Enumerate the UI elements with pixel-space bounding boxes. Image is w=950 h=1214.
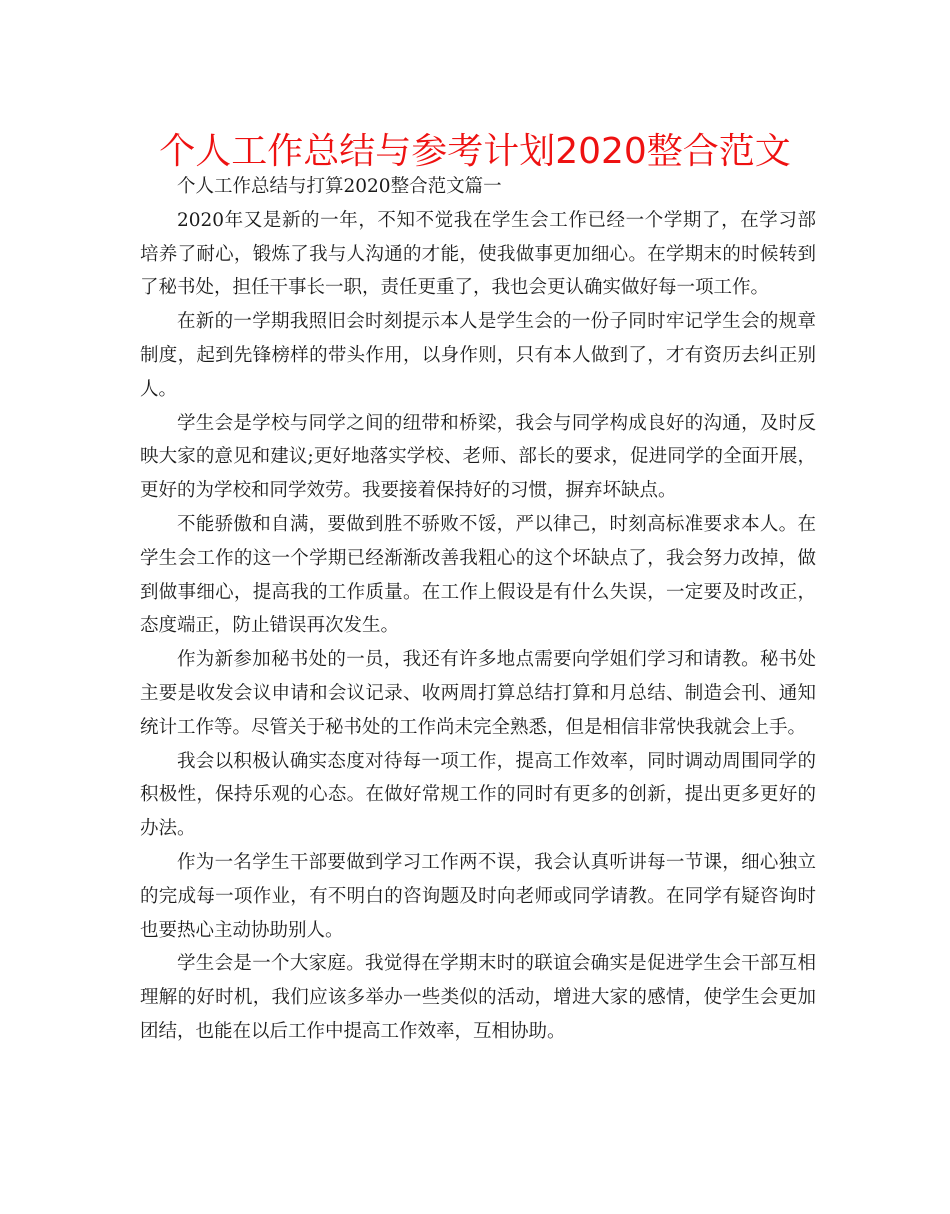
paragraph: 学生会是学校与同学之间的纽带和桥梁，我会与同学构成良好的沟通，及时反映大家的意见和建议;更好地落实学校、老师、部长的要求，促进同学的全面开展，更好的为学校和同学效劳。我要接着保持好的习惯，摒弃坏缺点。 [140,412,816,502]
paragraph: 在新的一学期我照旧会时刻提示本人是学生会的一份子同时牢记学生会的规章制度，起到先锋榜样的带头作用，以身作则，只有本人做到了，才有资历去纠正别人。 [140,311,816,400]
document-body [140,170,816,1049]
paragraph: 我会以积极认确实态度对待每一项工作，提高工作效率，同时调动周围同学的积极性，保持乐观的心态。在做好常规工作的同时有更多的创新，提出更多更好的办法。 [140,750,816,840]
paragraph: 不能骄傲和自满，要做到胜不骄败不馁，严以律己，时刻高标准要求本人。在学生会工作的这一个学期已经渐渐改善我粗心的这个坏缺点了，我会努力改掉，做到做事细心，提高我的工作质量。在工作上假设是有什么失误，一定要及时改正，态度端正，防止错误再次发生。 [140,513,816,637]
paragraph: 作为一名学生干部要做到学习工作两不误，我会认真听讲每一节课，细心独立的完成每一项作业，有不明白的咨询题及时向老师或同学请教。在同学有疑咨询时也要热心主动协助别人。 [140,851,816,941]
document-title: 个人工作总结与参考计划2020整合范文 [159,131,791,172]
paragraph: 作为新参加秘书处的一员，我还有许多地点需要向学姐们学习和请教。秘书处主要是收发会议申请和会议记录、收两周打算总结打算和月总结、制造会刊、通知统计工作等。尽管关于秘书处的工作尚未完全熟悉，但是相信非常快我就会上手。 [140,649,816,738]
paragraph: 2020年又是新的一年，不知不觉我在学生会工作已经一个学期了，在学习部培养了耐心，锻炼了我与人沟通的才能，使我做事更加细心。在学期末的时候转到了秘书处，担任干事长一职，责任更重了，我也会更认确实做好每一项工作。 [140,209,816,299]
document-subtitle: 个人工作总结与打算2020整合范文篇一 [177,176,502,197]
paragraph: 学生会是一个大家庭。我觉得在学期末时的联谊会确实是促进学生会干部互相理解的好时机，我们应该多举办一些类似的活动，增进大家的感情，使学生会更加团结，也能在以后工作中提高工作效率，互相协助。 [140,953,816,1042]
